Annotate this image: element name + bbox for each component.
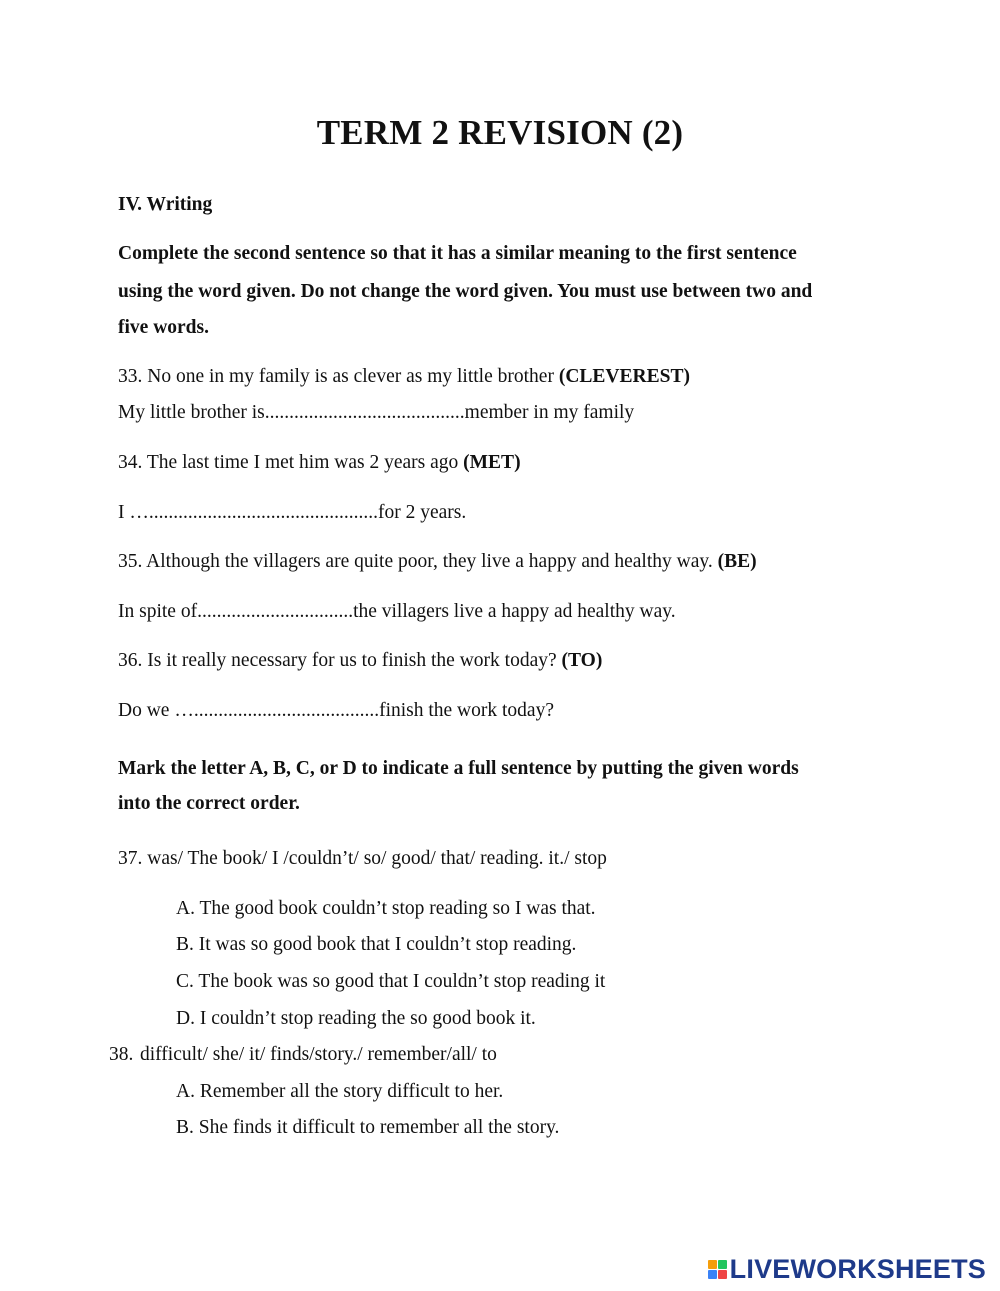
logo-square-4: [718, 1270, 727, 1279]
logo-square-2: [718, 1260, 727, 1269]
question-35-keyword: (BE): [717, 551, 757, 572]
question-35-text: 35. Although the villagers are quite poor, they live a happy and healthy way.: [118, 551, 718, 572]
question-38-option-b: B. She finds it difficult to remember all the story.: [176, 1117, 560, 1138]
question-37-prompt: 37. was/ The book/ I /couldn’t/ so/ good/ that/ reading. it./ stop: [118, 848, 607, 869]
question-34-keyword: (MET): [463, 452, 521, 473]
question-38-prompt: difficult/ she/ it/ finds/story./ remember/all/ to: [140, 1044, 497, 1065]
logo-text: LIVEWORKSHEETS: [729, 1254, 986, 1284]
liveworksheets-logo: [708, 1254, 986, 1285]
question-34: [118, 451, 521, 475]
page-title: TERM 2 REVISION (2): [316, 113, 684, 152]
question-34-answer: I …...............................................for 2 years.: [118, 502, 467, 523]
instruction2-line-1: Mark the letter A, B, C, or D to indicate a full sentence by putting the given words: [118, 758, 799, 779]
question-35-answer: In spite of................................the villagers live a happy ad healthy way.: [118, 601, 676, 622]
question-38-option-a: A. Remember all the story difficult to her.: [176, 1081, 504, 1102]
instruction-line-1: Complete the second sentence so that it has a similar meaning to the first sentence: [118, 243, 797, 264]
question-33-keyword: (CLEVEREST): [558, 366, 690, 387]
question-34-text: 34. The last time I met him was 2 years ago: [118, 452, 464, 473]
question-36-keyword: (TO): [561, 650, 603, 671]
question-33: [118, 365, 690, 389]
question-37-option-b: B. It was so good book that I couldn’t stop reading.: [176, 934, 577, 955]
question-37-option-a: A. The good book couldn’t stop reading so I was that.: [176, 898, 596, 919]
question-36-answer: Do we …......................................finish the work today?: [118, 700, 554, 721]
question-38-number: 38.: [109, 1044, 134, 1065]
question-33-text: 33. No one in my family is as clever as my little brother: [118, 366, 559, 387]
question-36-text: 36. Is it really necessary for us to finish the work today?: [118, 650, 562, 671]
question-37-option-d: D. I couldn’t stop reading the so good book it.: [176, 1008, 536, 1029]
instruction2-line-2: into the correct order.: [118, 793, 300, 814]
instruction-line-3: five words.: [118, 317, 209, 338]
question-36: [118, 649, 602, 673]
question-37-option-c: C. The book was so good that I couldn’t stop reading it: [176, 971, 606, 992]
logo-mark-icon: [708, 1260, 727, 1279]
instruction-line-2: using the word given. Do not change the word given. You must use between two and: [118, 281, 813, 302]
question-35: [118, 550, 757, 574]
logo-square-1: [708, 1260, 717, 1269]
question-33-answer: My little brother is.........................................member in my family: [118, 402, 635, 423]
logo-square-3: [708, 1270, 717, 1279]
section-heading: IV. Writing: [118, 194, 213, 215]
